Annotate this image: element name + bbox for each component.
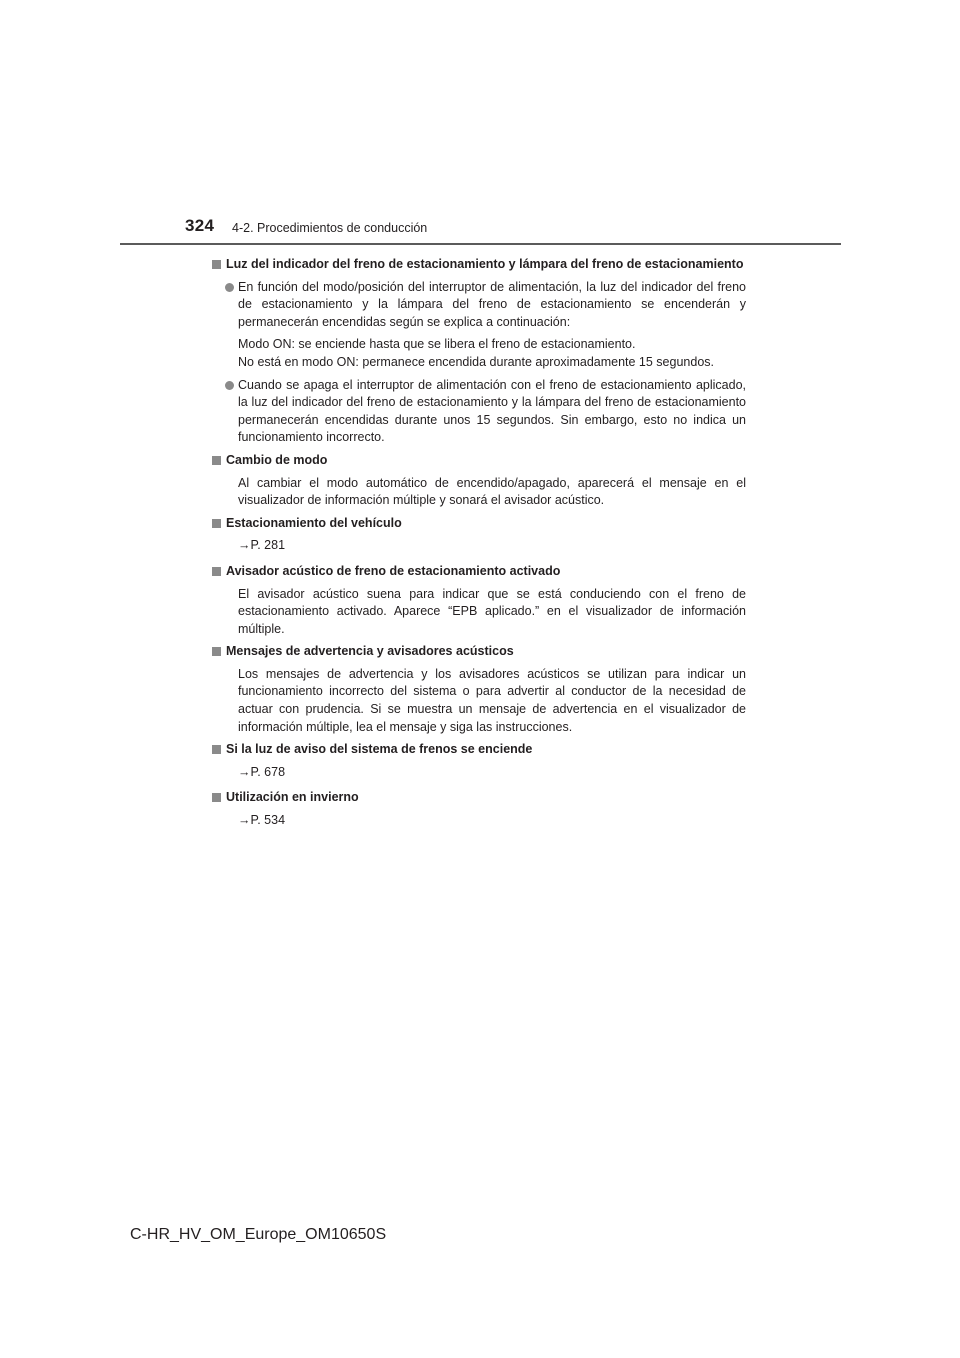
heading-text: Cambio de modo <box>226 452 328 467</box>
header-divider <box>120 243 841 245</box>
page-reference: →P. 281 <box>238 538 286 553</box>
section-body: Los mensajes de advertencia y los avisadores acústicos se utilizan para indicar un funcionamiento incorrecto del sistema o para advertir al conductor de la necesidad de actuar con prudencia. Si se muestra un mensaje de advertencia en el visualizador de información múltiple, lea el mensaje y siga las instrucciones. <box>238 666 746 734</box>
section-body: El avisador acústico suena para indicar que se está conduciendo con el freno de estacionamiento activado. Aparece “EPB aplicado.” en el visualizador de información múltiple. <box>238 586 746 636</box>
circle-bullet-icon <box>225 381 234 390</box>
section-heading <box>211 643 746 661</box>
page-reference: →P. 534 <box>238 813 286 828</box>
square-bullet-icon <box>212 647 221 656</box>
main-content <box>211 256 746 838</box>
square-bullet-icon <box>212 456 221 465</box>
page-number: 324 <box>185 216 215 235</box>
square-bullet-icon <box>212 567 221 576</box>
square-bullet-icon <box>212 745 221 754</box>
square-bullet-icon <box>212 260 221 269</box>
heading-text: Estacionamiento del vehículo <box>226 515 402 530</box>
bullet-text: En función del modo/posición del interruptor de alimentación, la luz del indicador del freno de estacionamiento y la lámpara del freno de estacionamiento se encenderán y permanecerán encendidas según se explica a continuación: <box>238 279 746 329</box>
section-heading <box>211 256 746 274</box>
heading-text: Utilización en invierno <box>226 790 359 805</box>
square-bullet-icon <box>212 519 221 528</box>
heading-text: Si la luz de aviso del sistema de frenos se enciende <box>226 742 533 757</box>
bullet-text: Cuando se apaga el interruptor de alimentación con el freno de estacionamiento aplicado, la luz del indicador del freno de estacionamiento y la lámpara del freno de estacionamiento permanecerán encendidas durante unos 15 segundos. Sin embargo, esto no indica un funcionamiento incorrecto. <box>238 377 746 445</box>
section-heading <box>211 741 746 759</box>
bullet-item <box>211 377 746 447</box>
mode-on-text: Modo ON: se enciende hasta que se libera el freno de estacionamiento. <box>238 337 636 352</box>
mode-info <box>211 336 746 371</box>
heading-text: Luz del indicador del freno de estacionamiento y lámpara del freno de estacionamiento <box>226 257 744 271</box>
mode-off-text: No está en modo ON: permanece encendida durante aproximadamente 15 segundos. <box>238 354 714 369</box>
section-heading <box>211 452 746 470</box>
section-title: 4-2. Procedimientos de conducción <box>232 221 428 235</box>
square-bullet-icon <box>212 793 221 802</box>
bullet-item <box>211 279 746 332</box>
section-body: Al cambiar el modo automático de encendido/apagado, aparecerá el mensaje en el visualizador de información múltiple y sonará el avisador acústico. <box>238 475 746 508</box>
heading-text: Avisador acústico de freno de estacionamiento activado <box>226 563 561 578</box>
circle-bullet-icon <box>225 283 234 292</box>
document-id: C-HR_HV_OM_Europe_OM10650S <box>130 1226 387 1243</box>
section-heading <box>211 515 746 533</box>
page-reference: →P. 678 <box>238 764 286 779</box>
section-heading <box>211 789 746 807</box>
heading-text: Mensajes de advertencia y avisadores acústicos <box>226 644 514 659</box>
section-heading <box>211 563 746 581</box>
